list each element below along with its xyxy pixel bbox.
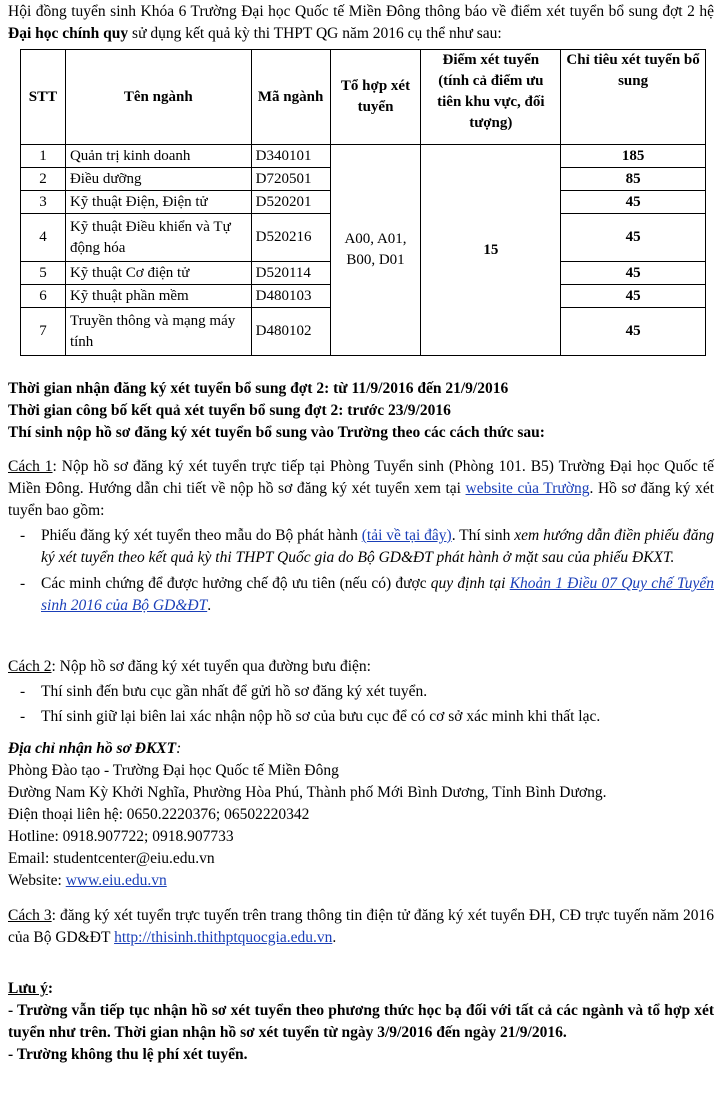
method2-text: : Nộp hồ sơ đăng ký xét tuyển qua đường bưu điện: [51,658,371,675]
method2-label: Cách 2 [8,658,52,675]
intro-text-end: sử dụng kết quả kỳ thi THPT QG năm 2016 cụ thể như sau: [128,25,502,42]
cell-major-code: D340101 [251,145,330,168]
method1-text-end: . Hồ sơ đăng ký xét tuyển bao gồm: [8,480,715,519]
regulation-link[interactable]: Khoản 1 Điều 07 Quy chế Tuyển sinh 2016 của Bộ GD&ĐT [41,575,714,614]
cell-stt: 2 [21,168,66,191]
cell-stt: 7 [21,308,66,356]
cell-major-code: D520201 [251,191,330,214]
address-phone: Điện thoại liên hệ: 0650.2220376; 06502220342 [8,806,310,823]
bullet-italic-text: quy định tại [430,575,510,592]
method2-bullet-post-office: - Thí sinh đến bưu cục gần nhất để gửi hồ sơ đăng ký xét tuyển. [20,683,428,700]
cell-major-code: D480102 [251,308,330,356]
cell-subject-combination: A00, A01, B00, D01 [330,145,421,356]
note-section [8,978,714,1066]
table-row [21,145,706,168]
method1-paragraph [8,456,714,522]
header-admission-score: Điểm xét tuyển (tính cả điểm ưu tiên khu vực, đối tượng) [421,50,561,145]
bullet-text: Thí sinh đến bưu cục gần nhất để gửi hồ sơ đăng ký xét tuyển. [41,683,428,700]
eiu-website-link[interactable]: www.eiu.edu.vn [65,872,167,889]
address-website: Website: www.eiu.edu.vn [8,872,167,889]
cell-stt: 5 [21,262,66,285]
address-section [8,738,714,892]
cell-major-name: Điều dưỡng [65,168,251,191]
header-stt: STT [21,50,66,145]
cell-stt: 3 [21,191,66,214]
method1-label: Cách 1 [8,458,53,475]
method3-text: : đăng ký xét tuyển trực tuyến trên trang thông tin điện tử đăng ký xét tuyển ĐH, CĐ trực tuyến năm 2016 của Bộ GD&ĐT [8,907,714,946]
schedule-methods-heading: Thí sinh nộp hồ sơ đăng ký xét tuyển bổ sung vào Trường theo các cách thức sau: [8,424,545,441]
header-major-name: Tên ngành [65,50,251,145]
method2-paragraph [8,656,714,678]
cell-major-name: Quản trị kinh doanh [65,145,251,168]
address-heading-text: Địa chỉ nhận hồ sơ ĐKXT [8,740,177,757]
method1-bullet-priority: - Các minh chứng để được hưởng chế độ ưu tiên (nếu có) được quy định tại Khoản 1 Điều 07 Quy chế Tuyển sinh 2016 của Bộ GD&ĐT. [20,575,714,614]
header-subject-combination: Tổ hợp xét tuyển [330,50,421,145]
cell-major-name: Kỹ thuật Cơ điện tử [65,262,251,285]
cell-admission-score: 15 [421,145,561,356]
method2-section [8,656,714,728]
address-office: Phòng Đào tạo - Trường Đại học Quốc tế Miền Đông [8,762,339,779]
method3-section: Cách 3: đăng ký xét tuyển trực tuyến trên trang thông tin điện tử đăng ký xét tuyển ĐH, CĐ trực tuyến năm 2016 của Bộ GD&ĐT http://thisinh.thithptquocgia.edu.vn. [8,907,714,946]
thisinh-portal-link[interactable]: http://thisinh.thithptquocgia.edu.vn [114,929,333,946]
bullet-text: Các minh chứng để được hưởng chế độ ưu tiên (nếu có) được [41,575,431,592]
cell-stt: 4 [21,214,66,262]
intro-bold-text: Đại học chính quy [8,25,129,42]
method2-bullet-receipt: - Thí sinh giữ lại biên lai xác nhận nộp hồ sơ của bưu cục để có cơ sở xác minh khi thất lạc. [20,708,601,725]
cell-quota: 85 [561,168,706,191]
cell-major-name: Truyền thông và mạng máy tính [65,308,251,356]
school-website-link[interactable]: website của Trường [465,480,590,497]
bullet-text: Phiếu đăng ký xét tuyển theo mẫu do Bộ phát hành [41,527,362,544]
admission-table [20,49,706,356]
intro-text: Hội đồng tuyển sinh Khóa 6 Trường Đại học Quốc tế Miền Đông thông báo về điểm xét tuyển bổ sung đợt 2 hệ [8,3,714,20]
download-form-link[interactable]: (tải về tại đây) [361,527,452,544]
schedule-result-date: Thời gian công bố kết quả xét tuyển bổ sung đợt 2: trước 23/9/2016 [8,402,451,419]
schedule-section [8,378,714,444]
cell-major-code: D720501 [251,168,330,191]
method1-text: : Nộp hồ sơ đăng ký xét tuyển trực tiếp tại Phòng Tuyển sinh (Phòng 101. B5) Trường Đại học Quốc tế Miền Đông. Hướng dẫn chi tiết về nộp hồ sơ đăng ký xét tuyển xem tại [8,458,714,497]
table-header-row [21,50,706,145]
header-additional-quota: Chỉ tiêu xét tuyển bổ sung [561,50,706,145]
cell-major-name: Kỹ thuật phần mềm [65,285,251,308]
cell-major-code: D520114 [251,262,330,285]
cell-quota: 45 [561,308,706,356]
cell-quota: 45 [561,214,706,262]
cell-quota: 185 [561,145,706,168]
cell-major-code: D520216 [251,214,330,262]
cell-quota: 45 [561,285,706,308]
cell-quota: 45 [561,262,706,285]
bullet-text: Thí sinh giữ lại biên lai xác nhận nộp hồ sơ của bưu cục để có cơ sở xác minh khi thất lạc. [41,708,601,725]
bullet-text: . Thí sinh [451,527,515,544]
cell-quota: 45 [561,191,706,214]
address-hotline: Hotline: 0918.907722; 0918.907733 [8,828,234,845]
cell-major-name: Kỹ thuật Điều khiển và Tự động hóa [65,214,251,262]
bullet-text: . [207,597,212,614]
note-line-no-fee: - Trường không thu lệ phí xét tuyển. [8,1046,248,1063]
method1-section [8,456,714,617]
note-heading: Lưu ý: [8,980,54,997]
bullet-italic-text: xem hướng dẫn điền phiếu đăng ký xét tuyển theo kết quả kỳ thi THPT Quốc gia do Bộ GD&ĐT phát hành ở mặt sau của phiếu ĐKXT. [41,527,714,566]
intro-paragraph [8,1,714,45]
method3-label: Cách 3 [8,907,52,924]
address-heading: Địa chỉ nhận hồ sơ ĐKXT: [8,740,182,757]
cell-major-name: Kỹ thuật Điện, Điện tử [65,191,251,214]
schedule-registration-period: Thời gian nhận đăng ký xét tuyển bổ sung đợt 2: từ 11/9/2016 đến 21/9/2016 [8,380,509,397]
note-label: Lưu ý [8,980,48,997]
header-major-code: Mã ngành [251,50,330,145]
cell-stt: 1 [21,145,66,168]
method1-bullet-form: - Phiếu đăng ký xét tuyển theo mẫu do Bộ phát hành (tải về tại đây). Thí sinh xem hướng dẫn điền phiếu đăng ký xét tuyển theo kết quả kỳ thi THPT Quốc gia do Bộ GD&ĐT phát hành ở mặt sau của phiếu ĐKXT. [20,527,714,566]
note-line-transcript: - Trường vẫn tiếp tục nhận hồ sơ xét tuyển theo phương thức học bạ đối với tất cả các ngành và tổ hợp xét tuyển như trên. Thời gian nhận hồ sơ xét tuyển từ ngày 3/9/2016 đến ngày 21/9/2016. [8,1002,714,1041]
address-email: Email: studentcenter@eiu.edu.vn [8,850,215,867]
address-street: Đường Nam Kỳ Khởi Nghĩa, Phường Hòa Phú, Thành phố Mới Bình Dương, Tỉnh Bình Dương. [8,784,607,801]
cell-major-code: D480103 [251,285,330,308]
cell-stt: 6 [21,285,66,308]
